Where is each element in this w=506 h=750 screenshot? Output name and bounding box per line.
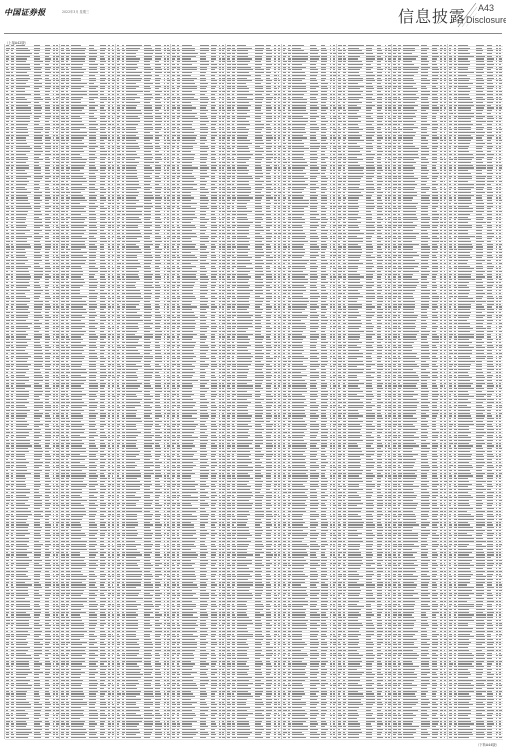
header-rule (4, 33, 502, 34)
page-number: A43 (478, 3, 494, 13)
table-column (4, 44, 59, 739)
section-title-english: Disclosure (466, 15, 506, 25)
disclosure-listing-table (4, 44, 502, 739)
issue-date: 2022年3月 星期三 (62, 9, 89, 14)
masthead (0, 0, 506, 34)
section-title: 信息披露 (398, 4, 466, 27)
continued-from-label: （上接A42版） (5, 40, 28, 45)
newspaper-logo: 中国证券报 (4, 7, 46, 18)
